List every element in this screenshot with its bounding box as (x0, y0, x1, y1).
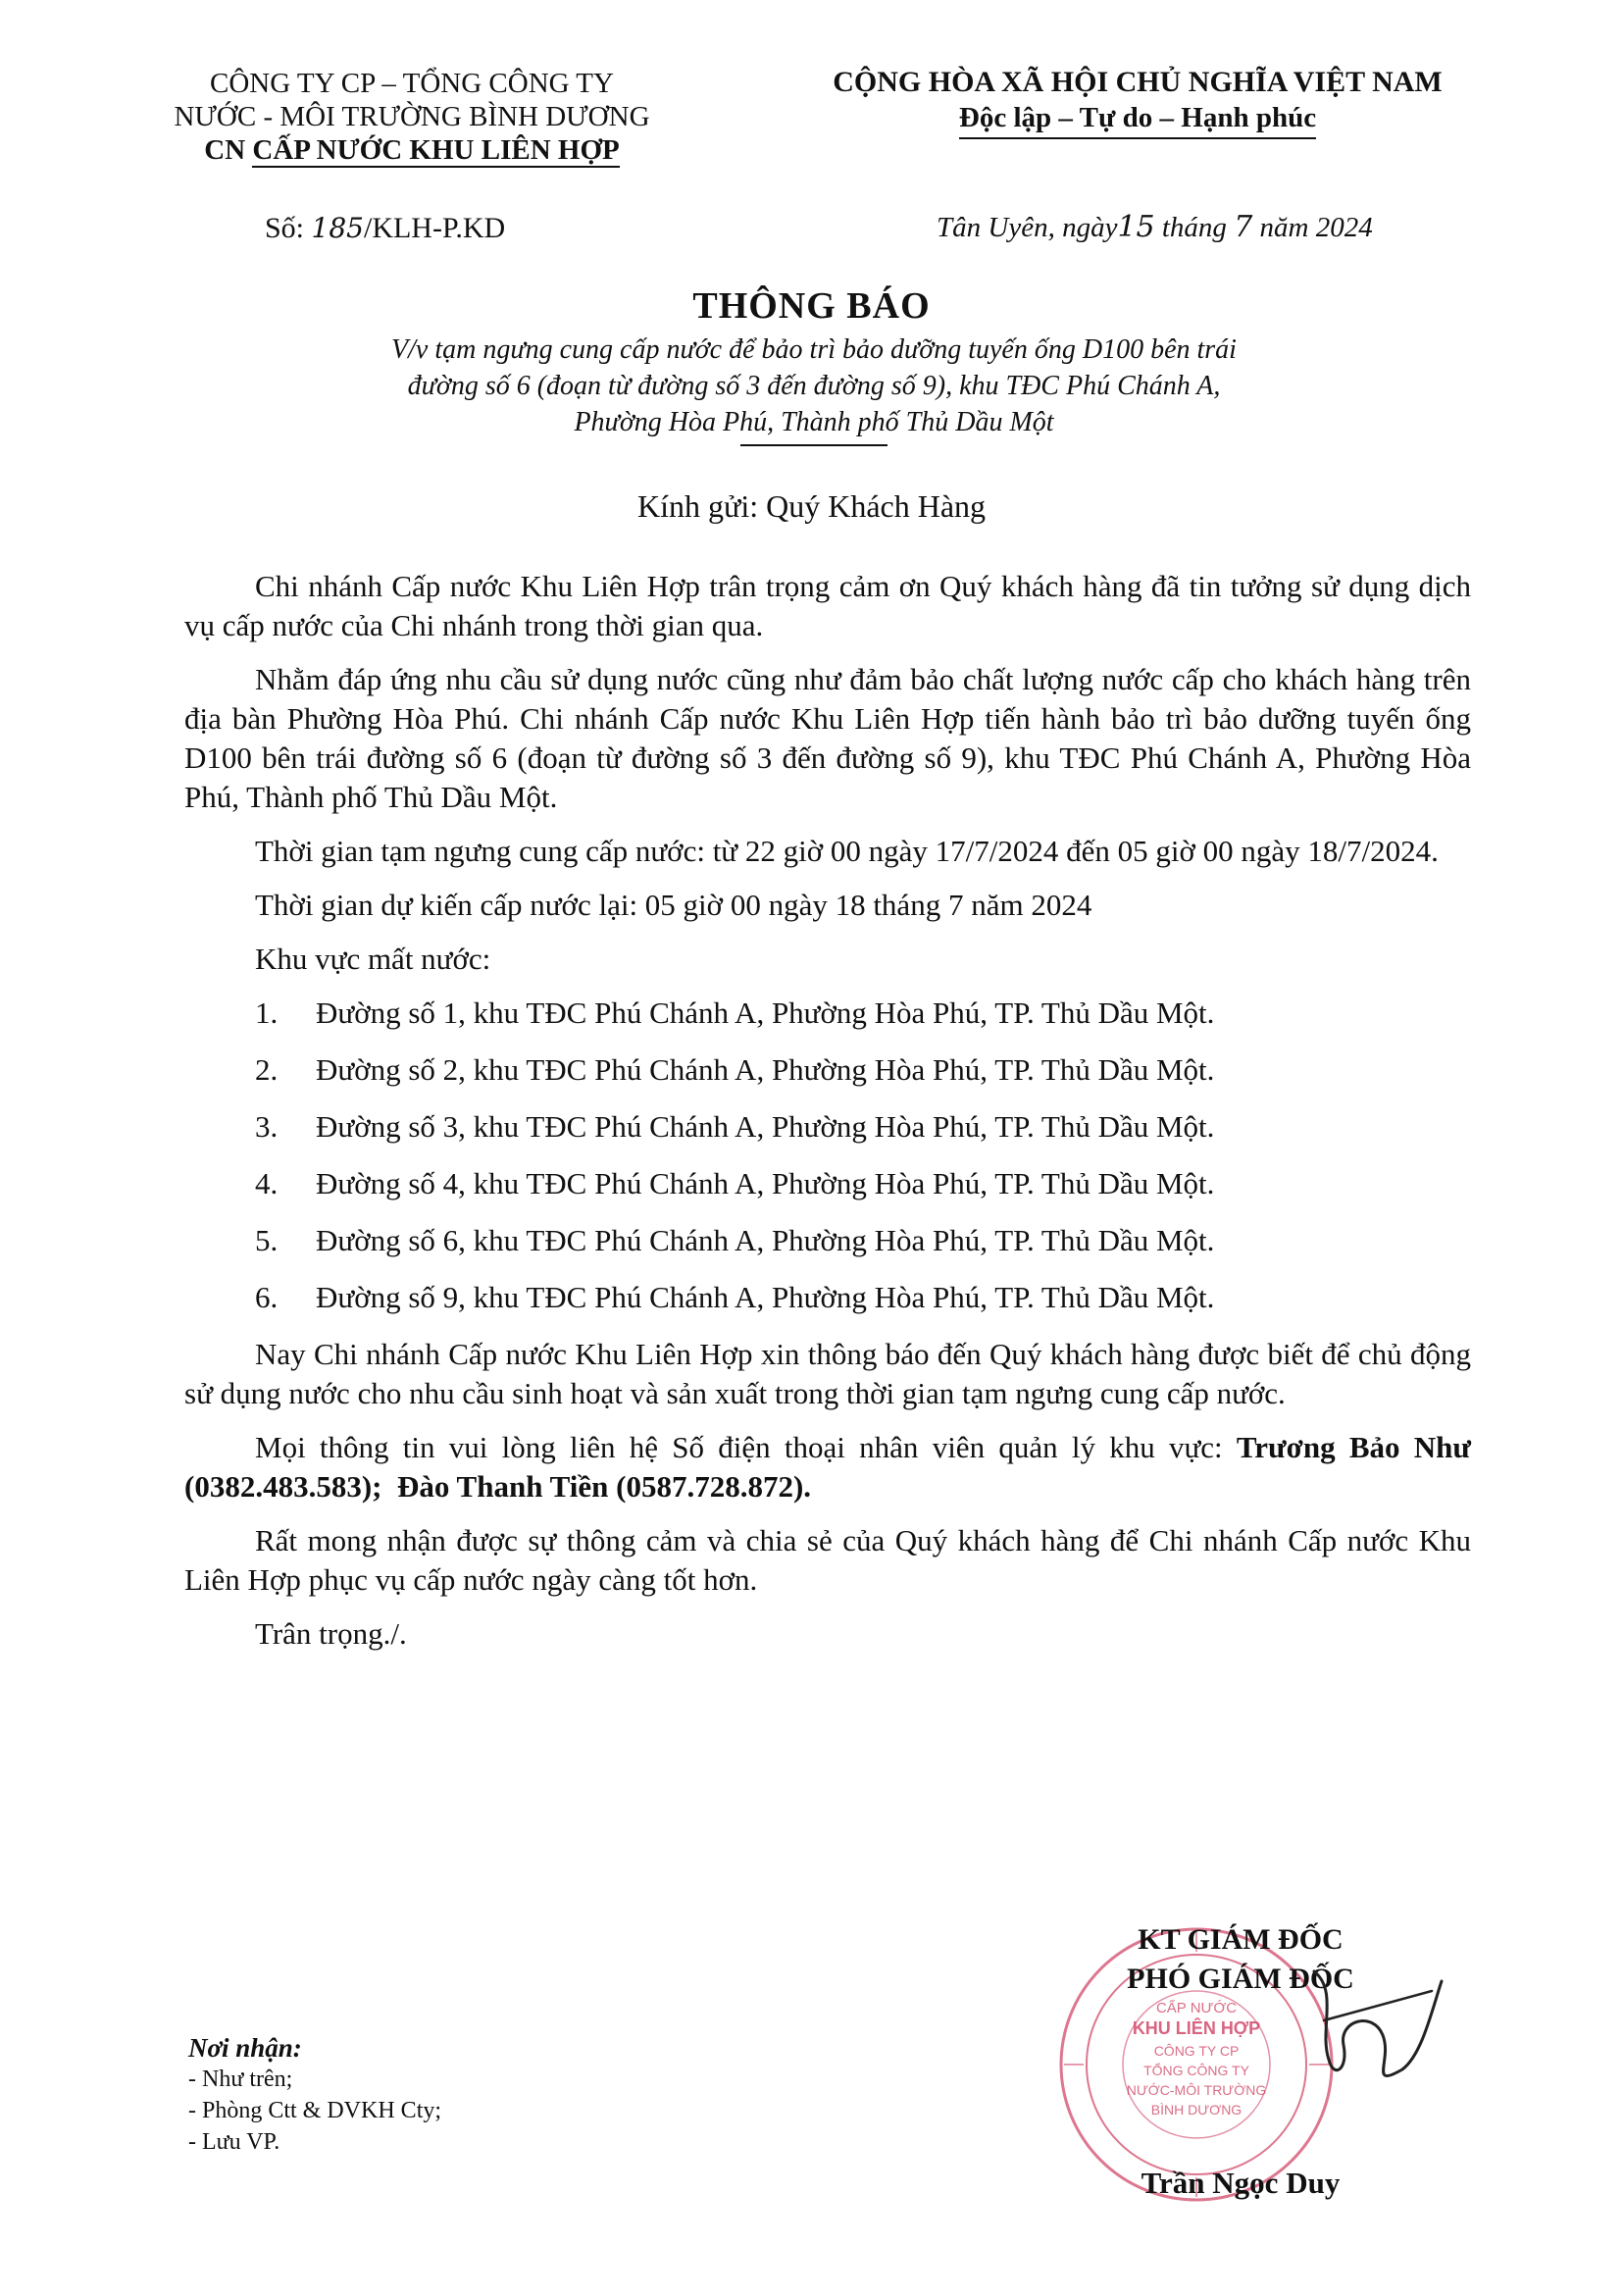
national-motto: Độc lập – Tự do – Hạnh phúc (959, 100, 1316, 139)
recipient-item: - Phòng Ctt & DVKH Cty; (188, 2098, 442, 2123)
list-item-number: 6. (255, 1280, 279, 1314)
organization-header (118, 67, 706, 167)
list-item-number: 1. (255, 995, 279, 1030)
org-line-1: CÔNG TY CP – TỔNG CÔNG TY (210, 68, 614, 99)
list-item-text: Đường số 3, khu TĐC Phú Chánh A, Phường Hòa Phú, TP. Thủ Dầu Một. (316, 1109, 1215, 1144)
list-item (255, 1278, 1471, 1317)
date-month-handwritten: 7 (1234, 210, 1253, 244)
list-item (255, 1050, 1471, 1090)
list-item-number: 3. (255, 1109, 279, 1144)
subject-line-3: Phường Hòa Phú, Thành phố Thủ Dầu Một (574, 407, 1054, 437)
document-subject (294, 332, 1334, 446)
list-item-text: Đường số 9, khu TĐC Phú Chánh A, Phường Hòa Phú, TP. Thủ Dầu Một. (316, 1280, 1215, 1314)
doc-number-suffix: /KLH-P.KD (363, 212, 506, 244)
org-line-3 (118, 133, 706, 167)
seal-center-line-2: KHU LIÊN HỢP (1132, 2018, 1261, 2038)
list-item-number: 4. (255, 1166, 279, 1200)
contact-person-2: Đào Thanh Tiền (0587.728.872). (396, 1469, 812, 1504)
document-title: THÔNG BÁO (692, 285, 931, 327)
body-paragraph-apology: Rất mong nhận được sự thông cảm và chia sẻ của Quý khách hàng để Chi nhánh Cấp nước Khu Liên Hợp phục vụ cấp nước ngày càng tốt hơn. (184, 1523, 1471, 1597)
list-item-text: Đường số 2, khu TĐC Phú Chánh A, Phường Hòa Phú, TP. Thủ Dầu Một. (316, 1052, 1215, 1087)
body-paragraph-affected-heading: Khu vực mất nước: (255, 942, 491, 976)
list-item-number: 2. (255, 1052, 279, 1087)
recipient-item: - Như trên; (188, 2066, 293, 2092)
recipients-heading: Nơi nhận: (188, 2033, 302, 2063)
list-item-number: 5. (255, 1223, 279, 1257)
national-title: CỘNG HÒA XÃ HỘI CHỦ NGHĨA VIỆT NAM (833, 66, 1443, 98)
seal-center-line-3: CÔNG TY CP (1153, 2043, 1240, 2059)
org-line-3-prefix: CN (204, 134, 253, 166)
document-date (937, 210, 1373, 244)
org-line-2: NƯỚC - MÔI TRƯỜNG BÌNH DƯƠNG (174, 101, 650, 132)
national-header (775, 65, 1500, 139)
signature-title-line-2: PHÓ GIÁM ĐỐC (1127, 1963, 1354, 1995)
recipient-item: - Lưu VP. (188, 2129, 280, 2155)
body-closing: Trân trọng./. (255, 1616, 407, 1651)
date-mid: tháng (1154, 212, 1235, 243)
seal-center-line-1: CẤP NƯỚC (1155, 2000, 1238, 2016)
date-day-handwritten: 15 (1117, 210, 1155, 244)
seal-center-line-4: TỔNG CÔNG TY (1143, 2063, 1249, 2078)
list-item-text: Đường số 4, khu TĐC Phú Chánh A, Phường Hòa Phú, TP. Thủ Dầu Một. (316, 1166, 1215, 1200)
subject-line-2: đường số 6 (đoạn từ đường số 3 đến đường số 9), khu TĐC Phú Chánh A, (407, 371, 1221, 401)
body-paragraph-contact (184, 1428, 1471, 1506)
body-paragraph-notice: Nay Chi nhánh Cấp nước Khu Liên Hợp xin thông báo đến Quý khách hàng được biết để chủ động sử dụng nước cho nhu cầu sinh hoạt và sản xuất trong thời gian tạm ngưng cung cấp nước. (184, 1337, 1471, 1410)
handwritten-signature-icon (1285, 1952, 1451, 2118)
contact-intro: Mọi thông tin vui lòng liên hệ Số điện thoại nhân viên quản lý khu vực: (255, 1430, 1237, 1464)
doc-number-prefix: Số: (265, 212, 312, 244)
list-item-text: Đường số 6, khu TĐC Phú Chánh A, Phường Hòa Phú, TP. Thủ Dầu Một. (316, 1223, 1215, 1257)
contact-person-1: Trương Bảo Như (0382.483.583); (184, 1430, 1471, 1504)
body-paragraph-outage-time: Thời gian tạm ngưng cung cấp nước: từ 22 giờ 00 ngày 17/7/2024 đến 05 giờ 00 ngày 18/7/2024. (255, 834, 1439, 868)
body-paragraph-thanks: Chi nhánh Cấp nước Khu Liên Hợp trân trọng cảm ơn Quý khách hàng đã tin tưởng sử dụng dịch vụ cấp nước của Chi nhánh trong thời gian qua. (184, 569, 1471, 642)
subject-line-1: V/v tạm ngưng cung cấp nước để bảo trì bảo dưỡng tuyến ống D100 bên trái (391, 334, 1237, 365)
seal-center-line-6: BÌNH DƯƠNG (1150, 2102, 1243, 2117)
recipients-block (188, 2032, 441, 2158)
document-body (184, 567, 1471, 1668)
doc-number-handwritten: 185 (311, 212, 364, 244)
document-number (265, 212, 505, 245)
list-item-text: Đường số 1, khu TĐC Phú Chánh A, Phường Hòa Phú, TP. Thủ Dầu Một. (316, 995, 1215, 1030)
affected-area-list (184, 994, 1471, 1317)
list-item (255, 1221, 1471, 1260)
list-item (255, 1164, 1471, 1203)
date-suffix: năm 2024 (1252, 212, 1373, 243)
list-item (255, 1107, 1471, 1147)
body-paragraph-purpose: Nhằm đáp ứng nhu cầu sử dụng nước cũng như đảm bảo chất lượng nước cấp cho khách hàng trên địa bàn Phường Hòa Phú. Chi nhánh Cấp nước Khu Liên Hợp tiến hành bảo trì bảo dưỡng tuyến ống D100 bên trái đường số 6 (đoạn từ đường số 3 đến đường số 9), khu TĐC Phú Chánh A, Phường Hòa Phú, Thành phố Thủ Dầu Một. (184, 662, 1471, 814)
greeting: Kính gửi: Quý Khách Hàng (636, 488, 987, 524)
date-prefix: Tân Uyên, ngày (937, 212, 1118, 243)
org-line-3-underlined: CẤP NƯỚC KHU LIÊN HỢP (252, 134, 620, 166)
seal-center-line-5: NƯỚC-MÔI TRƯỜNG (1126, 2082, 1267, 2098)
subject-underline (740, 444, 888, 446)
body-paragraph-restore-time: Thời gian dự kiến cấp nước lại: 05 giờ 00 ngày 18 tháng 7 năm 2024 (255, 888, 1092, 922)
list-item (255, 994, 1471, 1033)
signer-name: Trần Ngọc Duy (1141, 2166, 1341, 2200)
signature-title-line-1: KT GIÁM ĐỐC (1138, 1923, 1344, 1956)
